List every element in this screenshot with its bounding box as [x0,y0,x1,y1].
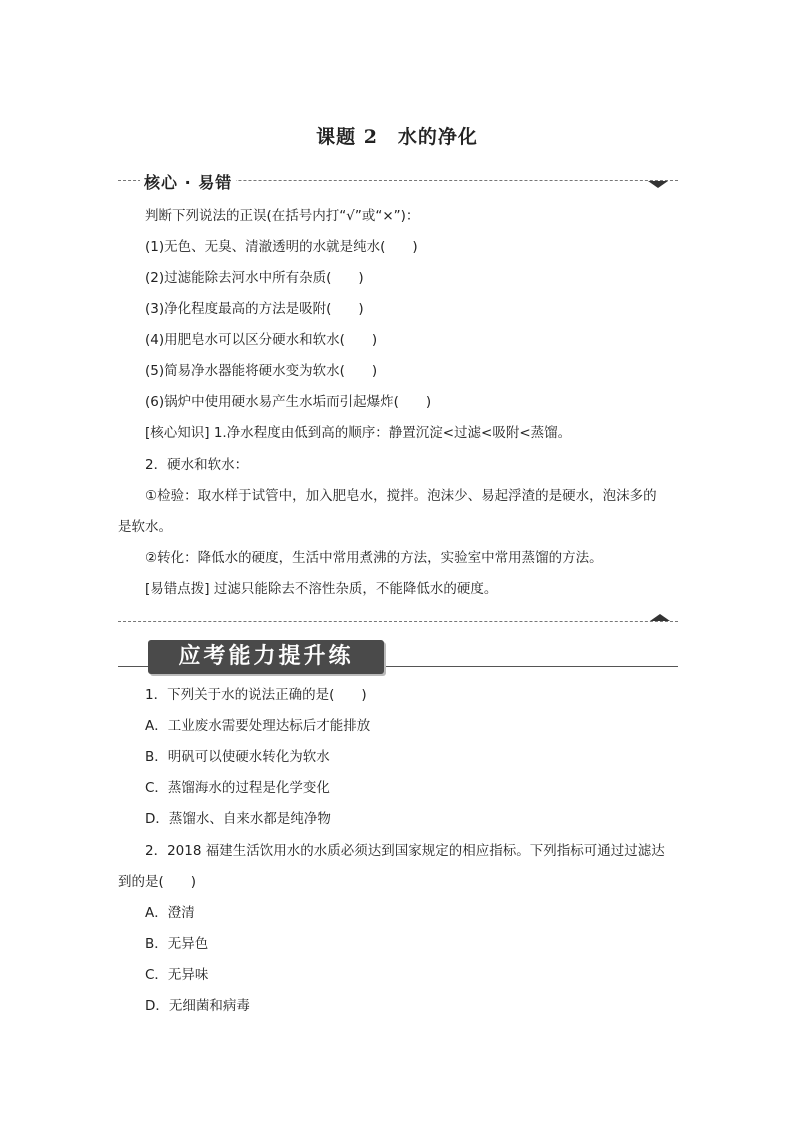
triangle-down-icon [648,181,668,188]
core-section-label: 核心 · 易错 [140,170,236,193]
core-knowledge-1: [核心知识] 1.净水程度由低到高的顺序：静置沉淀<过滤<吸附<蒸馏。 [145,425,572,441]
q1-option-d: D．蒸馏水、自来水都是纯净物 [145,811,331,827]
core-knowledge-convert: ②转化：降低水的硬度，生活中常用煮沸的方法，实验室中常用蒸馏的方法。 [145,550,603,566]
core-item-2: (2)过滤能除去河水中所有杂质( ) [145,270,364,286]
q1-option-c: C．蒸馏海水的过程是化学变化 [145,780,330,796]
core-item-1: (1)无色、无臭、清澈透明的水就是纯水( ) [145,239,418,255]
core-item-4: (4)用肥皂水可以区分硬水和软水( ) [145,332,378,348]
practice-banner-label: 应考能力提升练 [178,644,354,669]
core-intro: 判断下列说法的正误(在括号内打“√”或“×”)： [145,208,420,224]
practice-banner [148,640,384,674]
q2-stem-line2: 到的是( ) [118,874,197,890]
core-item-6: (6)锅炉中使用硬水易产生水垢而引起爆炸( ) [145,394,432,410]
q1-stem: 1．下列关于水的说法正确的是( ) [145,687,367,703]
core-footer-dashed-rule [118,621,678,622]
q2-option-a: A．澄清 [145,905,195,921]
core-knowledge-check-line2: 是软水。 [118,519,172,535]
triangle-up-icon [650,614,670,621]
q2-option-b: B．无异色 [145,936,209,952]
q2-option-c: C．无异味 [145,967,209,983]
core-tip: [易错点拨] 过滤只能除去不溶性杂质，不能降低水的硬度。 [145,581,498,597]
page-title: 课题 2 水的净化 [316,126,478,148]
q1-option-a: A．工业废水需要处理达标后才能排放 [145,718,371,734]
q2-option-d: D．无细菌和病毒 [145,998,250,1014]
core-item-3: (3)净化程度最高的方法是吸附( ) [145,301,364,317]
core-section-header [118,168,678,192]
q2-stem-line1: 2．2018 福建生活饮用水的水质必须达到国家规定的相应指标。下列指标可通过过滤达 [145,843,665,859]
core-item-5: (5)简易净水器能将硬水变为软水( ) [145,363,378,379]
core-knowledge-check-line1: ①检验：取水样于试管中，加入肥皂水，搅拌。泡沫少、易起浮渣的是硬水，泡沫多的 [145,488,657,504]
core-knowledge-2: 2．硬水和软水： [145,457,249,473]
q1-option-b: B．明矾可以使硬水转化为软水 [145,749,330,765]
